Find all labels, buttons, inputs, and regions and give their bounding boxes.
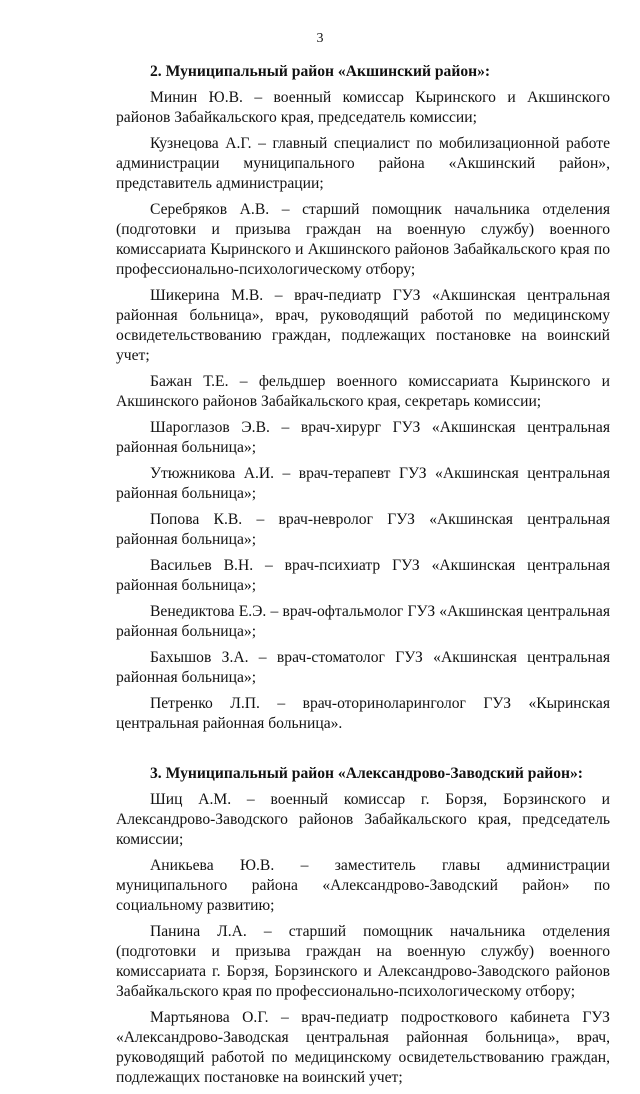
- section-2-paragraph: Васильев В.Н. – врач-психиатр ГУЗ «Акшинская центральная районная больница»;: [116, 557, 610, 594]
- section-2-paragraph: Минин Ю.В. – военный комиссар Кыринского и Акшинского районов Забайкальского края, председатель комиссии;: [116, 89, 610, 126]
- page-number: 3: [316, 31, 324, 46]
- section-2-heading: 2. Муниципальный район «Акшинский район»:: [150, 63, 491, 80]
- section-2-paragraph: Венедиктова Е.Э. – врач-офтальмолог ГУЗ «Акшинская центральная районная больница»;: [116, 603, 610, 640]
- section-2-paragraph: Бахышов З.А. – врач-стоматолог ГУЗ «Акшинская центральная районная больница»;: [116, 649, 610, 686]
- section-2-paragraph: Серебряков А.В. – старший помощник начальника отделения (подготовки и призыва граждан на военную службу) военного комиссариата Кыринского и Акшинского районов Забайкальского края по профессионально-психологическому отбору;: [116, 201, 610, 278]
- section-2-paragraph: Шароглазов Э.В. – врач-хирург ГУЗ «Акшинская центральная районная больница»;: [116, 419, 610, 456]
- section-3-paragraph: Мартьянова О.Г. – врач-педиатр подросткового кабинета ГУЗ «Александрово-Заводская центральная районная больница», врач, руководящий работой по медицинскому освидетельствованию граждан, подлежащих постановке на воинский учет;: [116, 1009, 610, 1086]
- section-2-paragraph: Утюжникова А.И. – врач-терапевт ГУЗ «Акшинская центральная районная больница»;: [116, 465, 610, 502]
- section-3-heading: 3. Муниципальный район «Александрово-Заводский район»:: [150, 765, 584, 782]
- section-2-paragraph: Бажан Т.Е. – фельдшер военного комиссариата Кыринского и Акшинского районов Забайкальского края, секретарь комиссии;: [116, 373, 610, 410]
- section-2-paragraph: Шикерина М.В. – врач-педиатр ГУЗ «Акшинская центральная районная больница», врач, руководящий работой по медицинскому освидетельствованию граждан, подлежащих постановке на воинский учет;: [116, 287, 610, 364]
- section-2-paragraph: Попова К.В. – врач-невролог ГУЗ «Акшинская центральная районная больница»;: [116, 511, 610, 548]
- section-2-paragraph: Петренко Л.П. – врач-оториноларинголог ГУЗ «Кыринская центральная районная больница».: [116, 695, 610, 732]
- section-3-paragraph: Аникьева Ю.В. – заместитель главы администрации муниципального района «Александрово-Заводский район» по социальному развитию;: [116, 857, 610, 914]
- section-2-paragraph: Кузнецова А.Г. – главный специалист по мобилизационной работе администрации муниципального района «Акшинский район», представитель администрации;: [116, 135, 610, 192]
- document-body: [116, 62, 610, 1094]
- section-3-paragraph: Шиц А.М. – военный комиссар г. Борзя, Борзинского и Александрово-Заводского районов Забайкальского края, председатель комиссии;: [116, 791, 610, 848]
- section-3-paragraph: Панина Л.А. – старший помощник начальника отделения (подготовки и призыва граждан на военную службу) военного комиссариата г. Борзя, Борзинского и Александрово-Заводского районов Забайкальского края по профессионально-психологическому отбору;: [116, 923, 610, 1000]
